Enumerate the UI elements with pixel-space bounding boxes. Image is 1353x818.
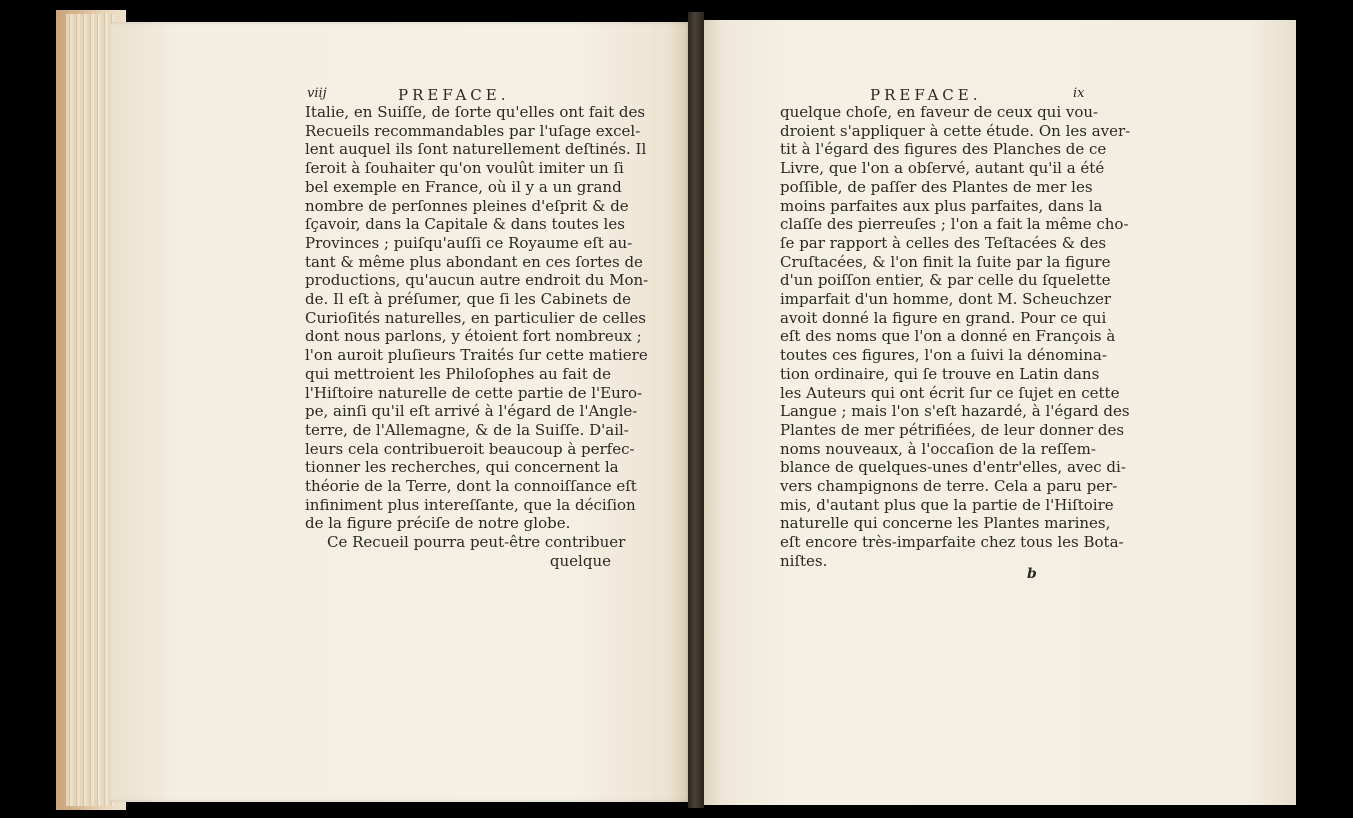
text-line: avoit donné la figure en grand. Pour ce qui — [780, 308, 1107, 327]
page-edges — [66, 14, 116, 806]
text-line: terre, de l'Allemagne, & de la Suiſſe. D'ail- — [305, 420, 629, 439]
text-line: nombre de perſonnes pleines d'eſprit & de — [305, 196, 629, 215]
text-line: imparfait d'un homme, dont M. Scheuchzer — [780, 290, 1112, 309]
left-page-number: viij — [307, 86, 327, 101]
text-line: de. Il eſt à préſumer, que ſi les Cabinets de — [305, 290, 631, 309]
text-line: eſt encore très-imparfaite chez tous les Bota- — [780, 533, 1124, 552]
text-line: Italie, en Suiſſe, de ſorte qu'elles ont fait des — [305, 103, 646, 121]
text-line: leurs cela contribueroit beaucoup à perfec- — [305, 439, 635, 458]
text-line: toutes ces figures, l'on a ſuivi la dénomina- — [780, 346, 1107, 365]
left-page-body — [305, 103, 649, 571]
text-line: Livre, que l'on a obſervé, autant qu'il a été — [780, 159, 1105, 178]
text-line: Recueils recommandables par l'uſage excel- — [305, 121, 641, 140]
text-line: noms nouveaux, à l'occaſion de la reſſem- — [780, 439, 1096, 458]
left-page-header: PREFACE. — [398, 86, 510, 104]
signature-mark: b — [1027, 566, 1037, 582]
text-line: Plantes de mer pétrifiées, de leur donner des — [780, 420, 1125, 439]
text-line: bel exemple en France, où il y a un grand — [305, 177, 622, 196]
text-line: naturelle qui concerne les Plantes marines, — [780, 514, 1111, 533]
text-line: vers champignons de terre. Cela a paru per- — [780, 477, 1118, 496]
text-line: les Auteurs qui ont écrit ſur ce ſujet en cette — [780, 383, 1120, 402]
text-line: poſſible, de paſſer des Plantes de mer les — [780, 177, 1093, 196]
text-line: eſt des noms que l'on a donné en François à — [780, 327, 1116, 346]
text-line: de la figure préciſe de notre globe. — [305, 514, 571, 533]
text-line: tion ordinaire, qui ſe trouve en Latin dans — [780, 364, 1100, 383]
text-line: blance de quelques-unes d'entr'elles, avec di- — [780, 458, 1126, 477]
text-line: Cruſtacées, & l'on finit la ſuite par la figure — [780, 252, 1111, 271]
text-line: qui mettroient les Philoſophes au fait de — [305, 364, 611, 383]
right-page-number: ix — [1073, 86, 1085, 101]
text-line: Provinces ; puiſqu'auſſi ce Royaume eſt au- — [305, 233, 633, 252]
text-line: tit à l'égard des figures des Planches de ce — [780, 140, 1107, 159]
right-page-body — [780, 103, 1131, 571]
text-line: lent auquel ils ſont naturellement deſtinés. Il — [305, 140, 647, 159]
text-line: Ce Recueil pourra peut-être contribuer — [327, 533, 626, 552]
text-line: Langue ; mais l'on s'eſt hazardé, à l'égard des — [780, 402, 1130, 421]
text-line: d'un poiſſon entier, & par celle du ſquelette — [780, 271, 1111, 290]
text-line: tant & même plus abondant en ces ſortes de — [305, 252, 643, 271]
text-line: moins parfaites aux plus parfaites, dans la — [780, 196, 1103, 215]
text-line: ſeroit à ſouhaiter qu'on voulût imiter un ſi — [305, 159, 624, 178]
text-line: niſtes. — [780, 551, 828, 570]
text-line: quelque choſe, en faveur de ceux qui vou- — [780, 103, 1099, 121]
text-line: tionner les recherches, qui concernent la — [305, 458, 619, 477]
right-page-header: PREFACE. — [870, 86, 982, 104]
text-line: pe, ainſi qu'il eſt arrivé à l'égard de l'Angle- — [305, 402, 638, 421]
text-line: droient s'appliquer à cette étude. On les aver- — [780, 121, 1131, 140]
catchword: quelque — [549, 551, 611, 570]
text-line: dont nous parlons, y étoient fort nombreux ; — [305, 327, 642, 346]
text-line: ſe par rapport à celles des Teſtacées & des — [780, 233, 1107, 252]
text-line: ſçavoir, dans la Capitale & dans toutes les — [305, 215, 625, 234]
text-line: claſſe des pierreuſes ; l'on a fait la même cho- — [780, 215, 1129, 234]
text-line: l'on auroit pluſieurs Traités ſur cette matiere — [305, 346, 648, 365]
text-line: productions, qu'aucun autre endroit du Mon- — [305, 271, 649, 290]
text-line: l'Hiſtoire naturelle de cette partie de l'Euro- — [305, 383, 643, 402]
book-gutter — [688, 12, 704, 808]
text-line: infiniment plus intereſſante, que la déciſion — [305, 495, 636, 514]
text-line: théorie de la Terre, dont la connoiſſance eſt — [305, 477, 637, 496]
text-line: Curioſités naturelles, en particulier de celles — [305, 308, 646, 327]
text-line: mis, d'autant plus que la partie de l'Hiſtoire — [780, 495, 1114, 514]
